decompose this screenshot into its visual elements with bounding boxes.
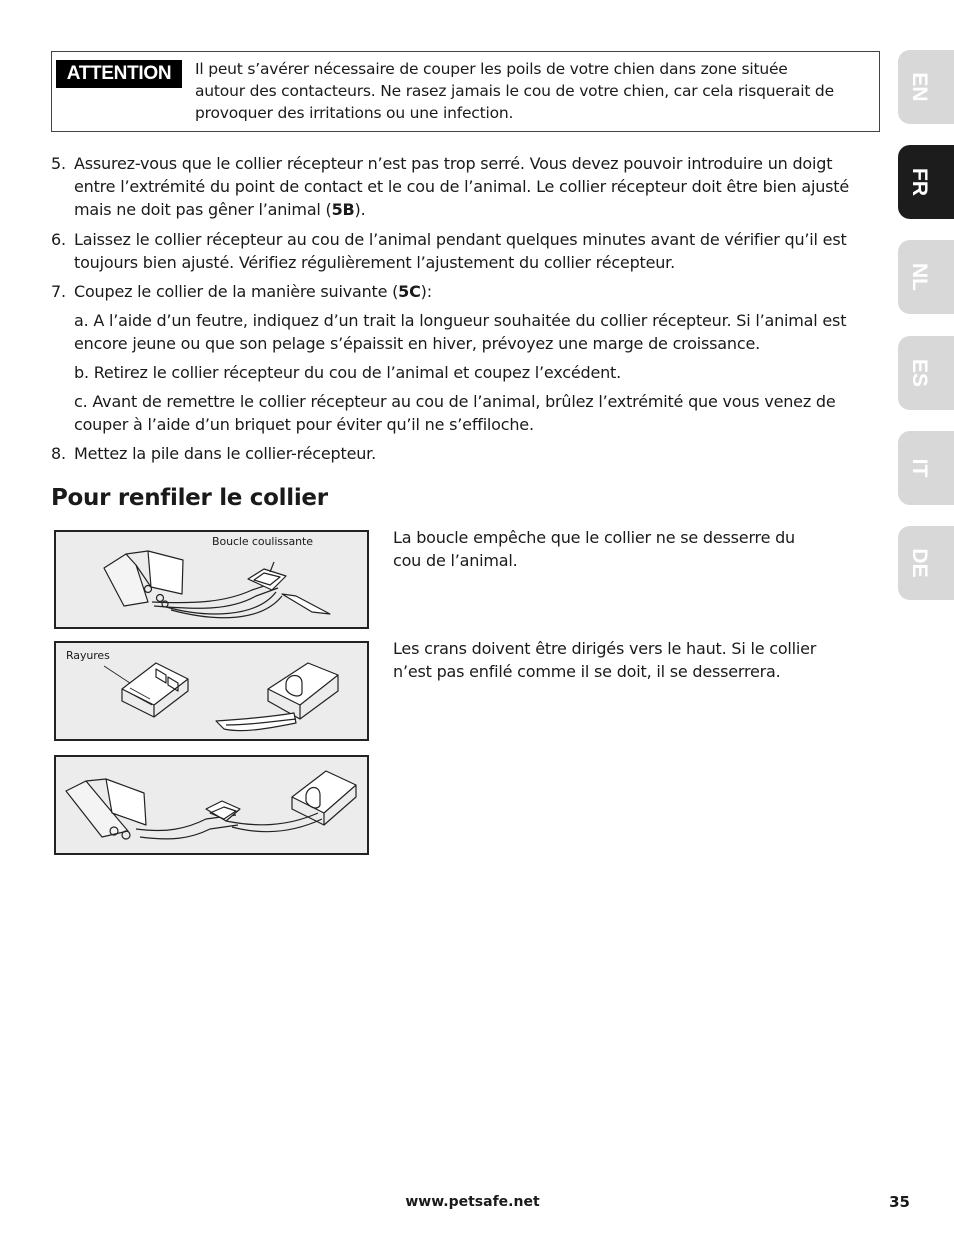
attention-box [51,51,880,132]
caption-line: Les crans doivent être dirigés vers le haut. Si le collier [393,639,817,658]
language-tab-label: ES [908,358,931,387]
substep-a [74,309,882,355]
language-tab-it[interactable] [898,431,954,505]
step-number: 5. [51,154,66,173]
step-text [74,228,881,274]
substep-line: a. A l’aide d’un feutre, indiquez d’un trait la longueur souhaitée du collier récepteur. Si l’animal est [74,311,847,330]
step-line: toujours bien ajusté. Vérifiez régulièrement l’ajustement du collier récepteur. [74,253,675,272]
step-line: mais ne doit pas gêner l’animal ( [74,200,332,219]
step-number: 6. [51,230,66,249]
language-tab-label: FR [908,168,931,196]
attention-line: autour des contacteurs. Ne rasez jamais le cou de votre chien, car cela risquerait de [195,82,834,100]
substep-line: encore jeune ou que son pelage s’épaissit en hiver, prévoyez une marge de croissance. [74,334,760,353]
attention-line: Il peut s’avérer nécessaire de couper les poils de votre chien dans zone située [195,60,788,78]
step-line: Laissez le collier récepteur au cou de l’animal pendant quelques minutes avant de vérifier qu’il est [74,230,847,249]
caption-line: n’est pas enfilé comme il se doit, il se desserrera. [393,662,781,681]
figure-rayures [54,641,369,741]
language-tab-es[interactable] [898,336,954,410]
language-tab-label: EN [908,72,931,102]
caption-line: cou de l’animal. [393,551,518,570]
substep-line: b. Retirez le collier récepteur du cou de l’animal et coupez l’excédent. [74,363,621,382]
step-line: Coupez le collier de la manière suivante ( [74,282,399,301]
step-number: 7. [51,282,66,301]
language-tab-fr[interactable] [898,145,954,219]
caption-line: La boucle empêche que le collier ne se desserre du [393,528,795,547]
attention-label: ATTENTION [56,60,182,88]
substep-b [74,361,882,384]
language-tab-label: NL [908,263,931,291]
language-tab-en[interactable] [898,50,954,124]
figure-reference: 5B [331,200,355,219]
step-line: Assurez-vous que le collier récepteur n’est pas trop serré. Vous devez pouvoir introduire un doigt [74,154,833,173]
language-tab-nl[interactable] [898,240,954,314]
figure-reference: 5C [398,282,421,301]
language-tab-de[interactable] [898,526,954,600]
figure-threaded-collar [54,755,369,855]
step-5 [51,152,881,221]
section-title: Pour renfiler le collier [51,485,328,511]
attention-line: provoquer des irritations ou une infection. [195,104,514,122]
substep-c [74,390,882,436]
figure-label-rayures: Rayures [66,649,110,662]
figure-sliding-buckle [54,530,369,629]
step-7 [51,280,881,303]
figure-label-sliding-buckle: Boucle coulissante [212,535,313,548]
step-line-end: ): [420,282,432,301]
footer-url[interactable]: www.petsafe.net [405,1194,540,1210]
step-line-end: ). [354,200,366,219]
substep-line: c. Avant de remettre le collier récepteur au cou de l’animal, brûlez l’extrémité que vous venez de [74,392,836,411]
step-text: Mettez la pile dans le collier-récepteur. [74,444,376,463]
threaded-collar-illustration [56,757,369,855]
caption-teeth [393,637,843,683]
caption-buckle [393,526,843,572]
page-number: 35 [889,1193,910,1211]
language-tab-label: DE [908,548,931,578]
step-text [74,152,881,221]
step-line: entre l’extrémité du point de contact et le cou de l’animal. Le collier récepteur doit être bien ajusté [74,177,850,196]
attention-text [195,58,875,124]
step-text [74,280,881,303]
substep-line: couper à l’aide d’un briquet pour éviter qu’il ne s’effiloche. [74,415,534,434]
step-8 [51,442,881,465]
language-tab-label: IT [908,458,931,478]
step-6 [51,228,881,274]
step-number: 8. [51,444,66,463]
